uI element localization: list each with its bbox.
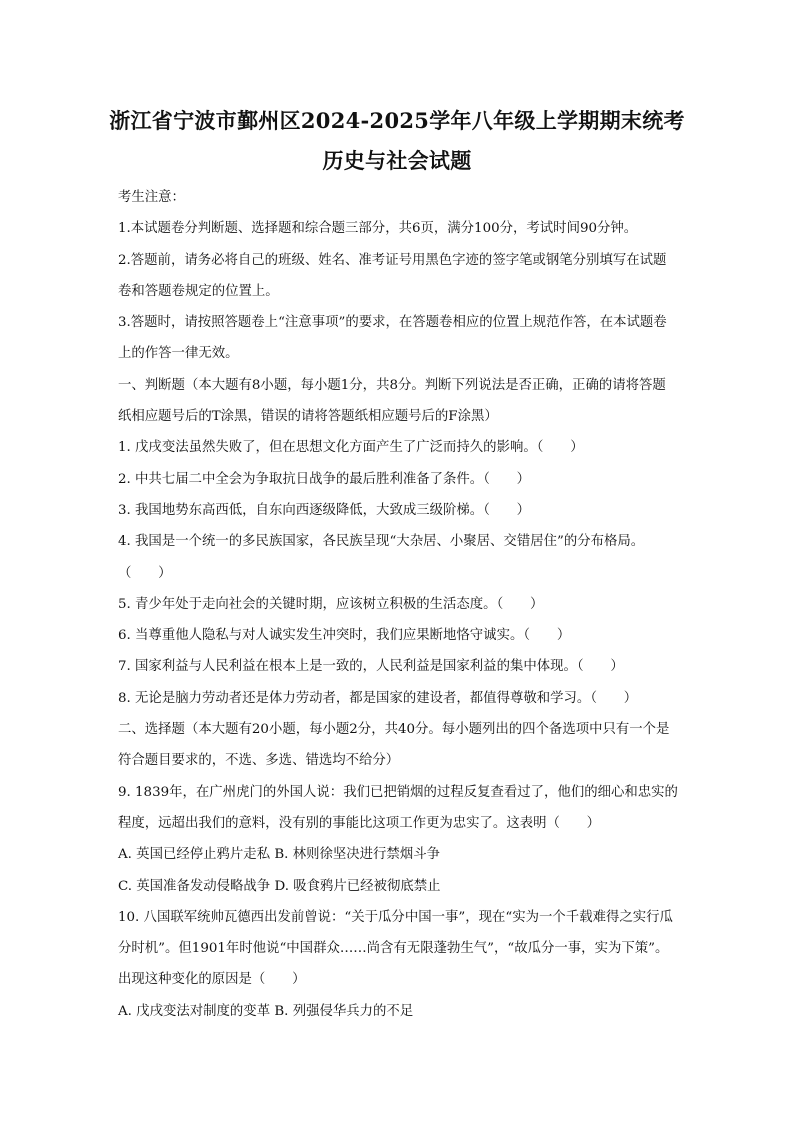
question-stem: 9. 1839年，在广州虎门的外国人说：我们已把销烟的过程反复查看过了，他们的细心和忠实的程度，远超出我们的意料，没有别的事能比这项工作更为忠实了。这表明（ ） (118, 784, 678, 831)
exam-subtitle: 历史与社会试题 (322, 148, 472, 173)
judgment-question: 6. 当尊重他人隐私与对人诚实发生冲突时，我们应果断地恪守诚实。（ ） (118, 628, 571, 644)
question-options: A. 戊戌变法对制度的变革 B. 列强侵华兵力的不足 (118, 1003, 414, 1019)
notice-item: 3.答题时，请按照答题卷上“注意事项”的要求，在答题卷相应的位置上规范作答，在本试题卷上的作答一律无效。 (118, 315, 667, 362)
judgment-question: 2. 中共七届二中全会为争取抗日战争的最后胜利准备了条件。（ ） (118, 471, 531, 487)
judgment-question: 5. 青少年处于走向社会的关键时期，应该树立积极的生活态度。（ ） (118, 596, 544, 612)
judgment-question: 4. 我国是一个统一的多民族国家，各民族呈现“大杂居、小聚居、交错居住”的分布格局。（ ） (118, 534, 645, 581)
notice-item: 1.本试题卷分判断题、选择题和综合题三部分，共6页，满分100分，考试时间90分钟。 (118, 221, 638, 237)
section-heading: 二、选择题（本大题有20小题，每小题2分，共40分。每小题列出的四个备选项中只有一个是符合题目要求的，不选、多选、错选均不给分） (118, 722, 670, 769)
judgment-question: 8. 无论是脑力劳动者还是体力劳动者，都是国家的建设者，都值得尊敬和学习。（ ） (118, 690, 638, 706)
section-heading: 一、判断题（本大题有8小题，每小题1分，共8分。判断下列说法是否正确，正确的请将答题纸相应题号后的T涂黑，错误的请将答题纸相应题号后的F涂黑） (118, 377, 666, 425)
judgment-question: 3. 我国地势东高西低，自东向西逐级降低，大致成三级阶梯。（ ） (118, 502, 531, 518)
judgment-question: 1. 戊戌变法虽然失败了，但在思想文化方面产生了广泛而持久的影响。（ ） (118, 440, 584, 456)
judgment-question: 7. 国家利益与人民利益在根本上是一致的，人民利益是国家利益的集中体现。（ ） (118, 659, 624, 675)
question-options: C. 英国准备发动侵略战争 D. 吸食鸦片已经被彻底禁止 (118, 878, 441, 894)
notice-item: 2.答题前，请务必将自己的班级、姓名、准考证号用黑色字迹的签字笔或钢笔分别填写在试题卷和答题卷规定的位置上。 (118, 252, 667, 299)
question-options: A. 英国已经停止鸦片走私 B. 林则徐坚决进行禁烟斗争 (118, 847, 440, 863)
question-stem: 10. 八国联军统帅瓦德西出发前曾说：“关于瓜分中国一事”，现在“实为一个千载难得之实行瓜分时机”。但1901年时他说“中国群众……尚含有无限蓬勃生气”，“故瓜分一事，实为下策”。出现这种变化的原因是（ ） (118, 909, 673, 988)
notice-heading: 考生注意： (118, 190, 185, 205)
exam-title: 浙江省宁波市鄞州区2024-2025学年八年级上学期期末统考 (109, 108, 685, 133)
exam-body (118, 182, 678, 1027)
